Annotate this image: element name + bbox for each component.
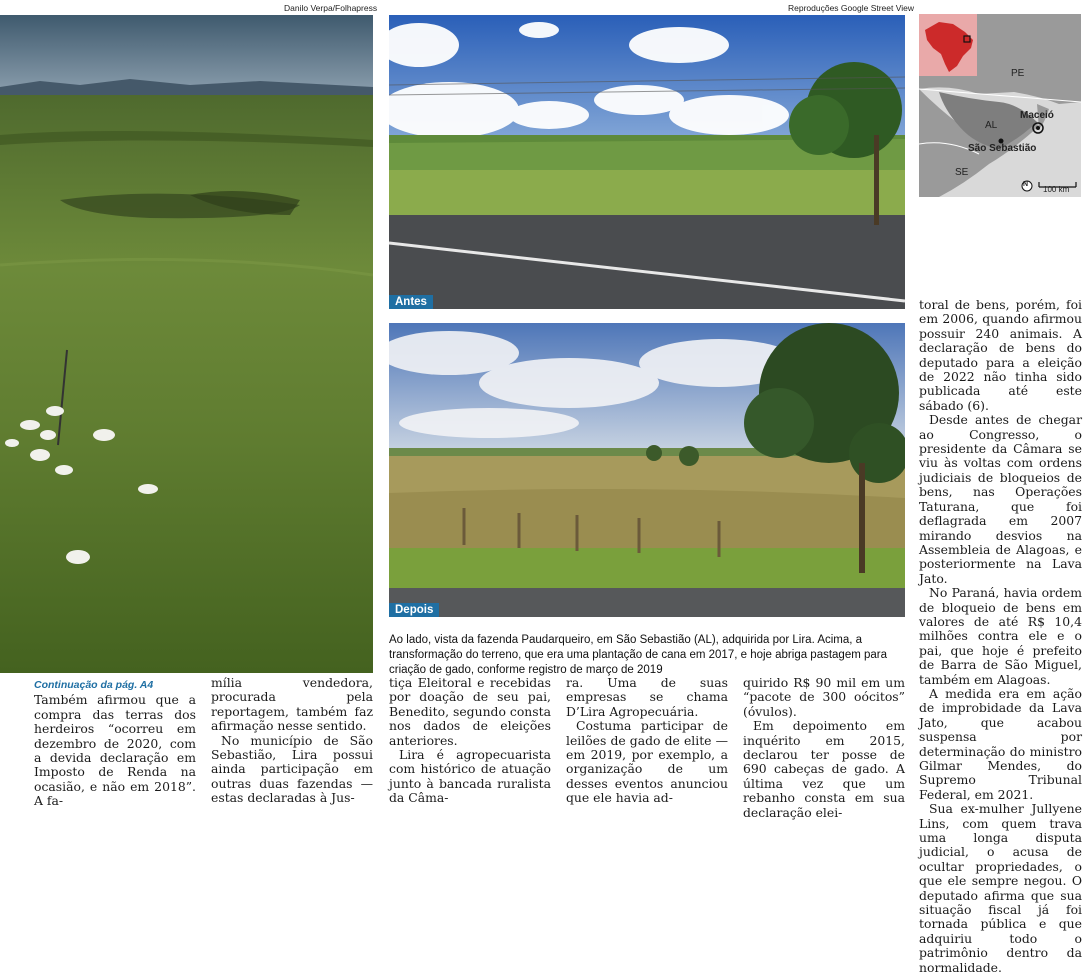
article-column-3: [389, 676, 551, 806]
before-street-view-photo: [389, 15, 905, 309]
article-paragraph: ra. Uma de suas empresas se chama D’Lira Agropecuária.: [566, 675, 728, 719]
map-scale-label: 100 km: [1043, 185, 1070, 194]
article-paragraph: quirido R$ 90 mil em um “pacote de 300 oócitos” (óvulos).: [743, 675, 905, 719]
article-paragraph: mília vendedora, procurada pela reportagem, também faz afirmação nesse sentido.: [211, 675, 373, 734]
left-photo-credit: Danilo Verpa/Folhapress: [284, 3, 378, 13]
location-map: [919, 14, 1081, 197]
right-photo-credit: Reproduções Google Street View: [788, 3, 915, 13]
photo-caption: Ao lado, vista da fazenda Paudarqueiro, em São Sebastião (AL), adquirida por Lira. Acima, a transformação do terreno, que era uma plantação de cana em 2017, e hoje abriga pastagem para criação de gado, conforme registro de março de 2019: [389, 634, 888, 676]
map-label-sao-sebastiao: São Sebastião: [968, 143, 1037, 154]
before-tag: Antes: [389, 295, 433, 309]
article-paragraph: No Paraná, havia ordem de bloqueio de bens em valores de até R$ 10,4 milhões contra ele e o pai, que hoje é prefeito de Barra de São Miguel, também em Alagoas.: [919, 585, 1082, 687]
article-paragraph: Lira é agropecuarista com histórico de atuação junto à bancada ruralista da Câma-: [389, 747, 551, 806]
map-label-al: AL: [985, 120, 998, 131]
article-column-2: [211, 676, 373, 806]
north-arrow-icon: N: [1023, 181, 1029, 188]
article-paragraph: tiça Eleitoral e recebidas por doação de seu pai, Benedito, segundo consta nos dados de eleições anteriores.: [389, 675, 551, 748]
article-paragraph: toral de bens, porém, foi em 2006, quando afirmou possuir 240 animais. A declaração de bens do deputado para a eleição de 2022 não tinha sido publicada até este sábado (6).: [919, 297, 1082, 413]
map-label-pe: PE: [1011, 68, 1025, 79]
article-right-column: [919, 298, 1082, 975]
article-paragraph: Sua ex-mulher Jullyene Lins, com quem trava uma longa disputa judicial, o acusa de ocultar propriedades, o que ele sempre negou. O deputado afirma que sua situação fiscal já foi tornada pública e que adquiriu todo o patrimônio dentro da normalidade.: [919, 801, 1082, 975]
article-column-4: [566, 676, 728, 806]
continuation-label: Continuação da pág. A4: [34, 679, 154, 691]
article-paragraph: A medida era em ação de improbidade da Lava Jato, que acabou suspensa por determinação do ministro Gilmar Mendes, do Supremo Tribunal Federal, em 2021.: [919, 685, 1082, 802]
article-paragraph: Também afirmou que a compra das terras dos herdeiros “ocorreu em dezembro de 2020, com a devida declaração em Imposto de Renda na ocasião, e não em 2018”. A fa-: [34, 692, 196, 809]
brazil-inset-map: [919, 14, 977, 76]
map-label-se: SE: [955, 167, 969, 178]
after-tag: Depois: [389, 603, 439, 617]
after-street-view-photo: [389, 323, 905, 617]
map-label-maceio: Maceió: [1020, 110, 1054, 121]
article-paragraph: No município de São Sebastião, Lira possui ainda participação em outras duas fazendas —estas declaradas à Jus-: [211, 732, 373, 806]
aerial-pasture-photo: [0, 15, 373, 673]
article-paragraph: Costuma participar de leilões de gado de elite —em 2019, por exemplo, a organização de um desses eventos anunciou que ele havia ad-: [566, 718, 728, 806]
article-paragraph: Desde antes de chegar ao Congresso, o presidente da Câmara se viu às voltas com ordens judiciais de bloqueios de bens, nas Operações Taturana, que foi deflagrada em 2007 mirando desvios na Assembleia de Alagoas, e posteriormente na Lava Jato.: [919, 412, 1082, 586]
article-column-1: [34, 678, 196, 809]
article-paragraph: Em depoimento em inquérito em 2015, declarou ter posse de 690 cabeças de gado. A última vez que um rebanho consta em sua declaração elei-: [743, 718, 905, 820]
article-column-5: [743, 676, 905, 820]
